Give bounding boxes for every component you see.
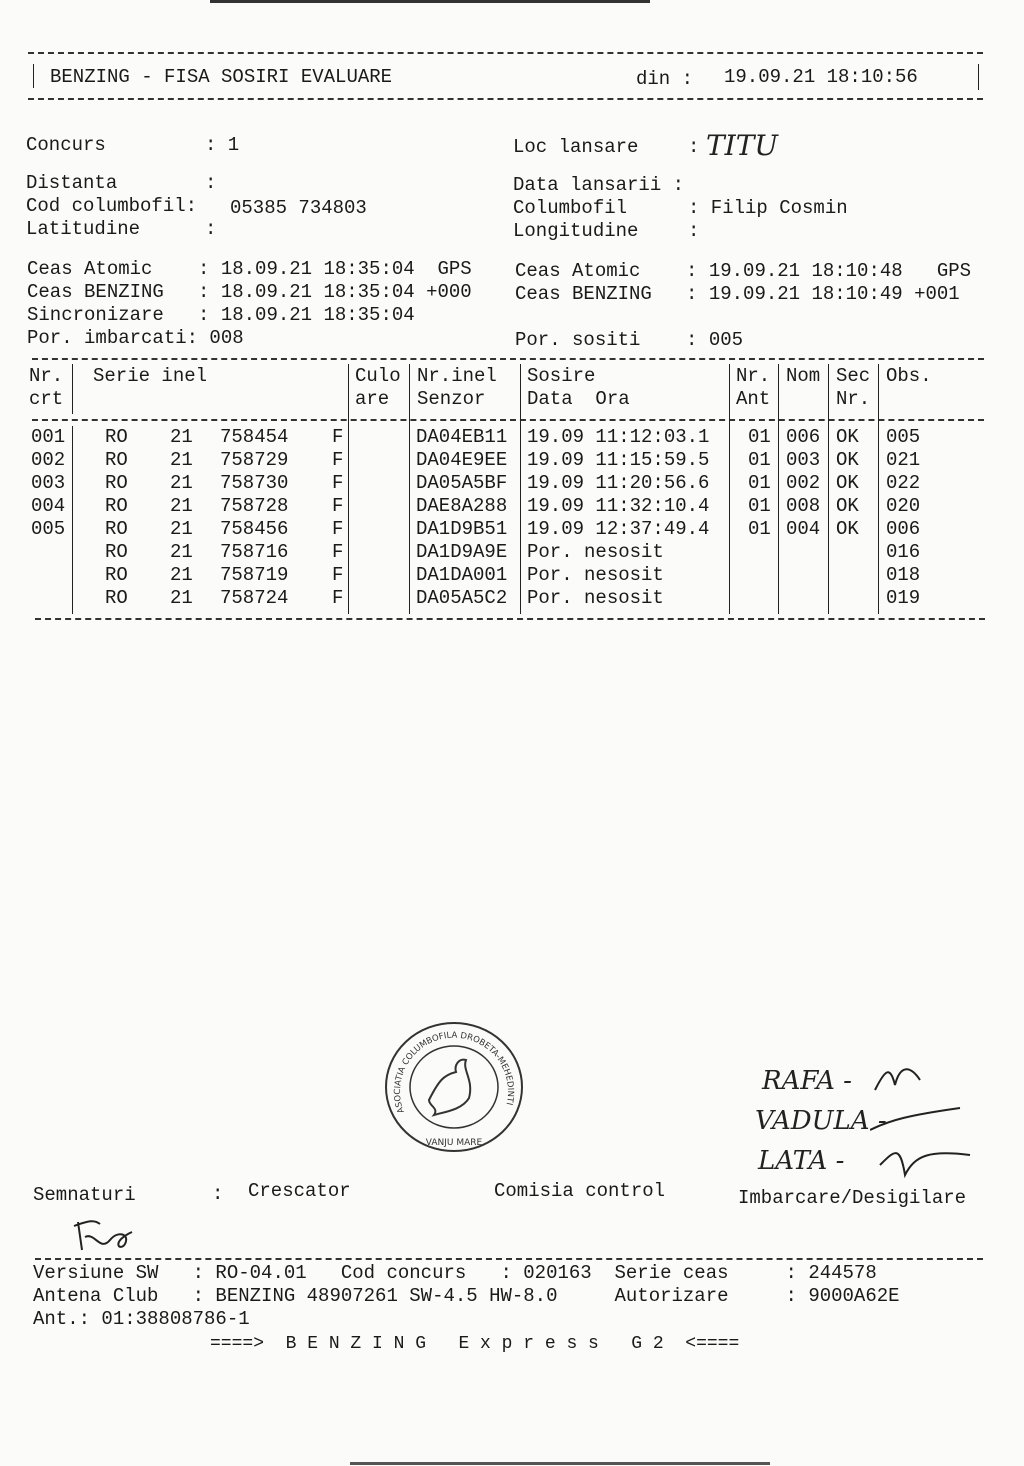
cell-tara: RO (105, 587, 128, 609)
distanta-value: : (205, 172, 217, 194)
cell-ant: 01 (748, 449, 771, 471)
data-lansarii-label: Data lansarii : (513, 174, 685, 196)
cell-sec: OK (836, 472, 859, 494)
cell-an: 21 (170, 587, 193, 609)
col-divider (828, 364, 829, 614)
header-sosire: Sosire (527, 365, 596, 387)
cell-obs: 006 (886, 518, 921, 540)
footer-line-2: Antena Club : BENZING 48907261 SW-4.5 HW-8.0 Autorizare : 9000A62E (33, 1285, 900, 1307)
scan-edge (210, 0, 650, 3)
header-serie: Serie inel (93, 365, 208, 387)
handwritten-line-2: VADULA - (755, 1106, 887, 1136)
cell-nom: 004 (786, 518, 821, 540)
cell-sosire: 19.09 12:37:49.4 (527, 518, 710, 540)
cell-sex: F (332, 587, 344, 609)
cod-value: 05385 734803 (230, 197, 367, 219)
imbarcare-label: Imbarcare/Desigilare (738, 1187, 967, 1209)
divider (28, 98, 983, 100)
cell-nom: 008 (786, 495, 821, 517)
cell-senzor: DA05A5BF (416, 472, 508, 494)
header-culo: Culo (355, 365, 401, 387)
cell-tara: RO (105, 564, 128, 586)
ceas-benzing-start: Ceas BENZING : 18.09.21 18:35:04 +000 (27, 281, 472, 303)
cell-sex: F (332, 495, 344, 517)
col-divider (520, 364, 521, 614)
col-divider (729, 364, 730, 614)
cell-tara: RO (105, 449, 128, 471)
cell-nr: 002 (31, 449, 66, 471)
cell-obs: 021 (886, 449, 921, 471)
cell-an: 21 (170, 518, 193, 540)
cell-sex: F (332, 541, 344, 563)
ceas-atomic-end: Ceas Atomic : 19.09.21 18:10:48 GPS (515, 260, 972, 282)
col-divider (878, 364, 879, 614)
divider (35, 618, 985, 620)
cell-ant: 01 (748, 472, 771, 494)
cell-nom: 003 (786, 449, 821, 471)
cell-senzor: DA04EB11 (416, 426, 508, 448)
divider (32, 358, 984, 360)
columbofil-value: : Filip Cosmin (688, 197, 848, 219)
cell-nom: 002 (786, 472, 821, 494)
cell-sec: OK (836, 518, 859, 540)
cell-an: 21 (170, 449, 193, 471)
cell-tara: RO (105, 426, 128, 448)
cell-serie: 758730 (220, 472, 289, 494)
header-are: are (355, 388, 390, 410)
cell-an: 21 (170, 564, 193, 586)
cell-senzor: DA05A5C2 (416, 587, 508, 609)
divider (978, 64, 979, 90)
cell-obs: 020 (886, 495, 921, 517)
col-divider (72, 426, 73, 614)
footer-brand: ====> B E N Z I N G E x p r e s s G 2 <==== (210, 1334, 740, 1354)
ceas-atomic-start: Ceas Atomic : 18.09.21 18:35:04 GPS (27, 258, 472, 280)
cell-ant: 01 (748, 495, 771, 517)
scan-edge (350, 1462, 770, 1465)
signatures-drawn (870, 1060, 980, 1180)
col-divider (348, 364, 349, 614)
cell-an: 21 (170, 426, 193, 448)
cell-sosire: Por. nesosit (527, 564, 664, 586)
cell-obs: 016 (886, 541, 921, 563)
cell-sex: F (332, 518, 344, 540)
cell-nr: 005 (31, 518, 66, 540)
din-label: din : (636, 68, 694, 90)
lat-value: : (205, 218, 217, 240)
cell-obs: 022 (886, 472, 921, 494)
header-crt: crt (29, 388, 64, 410)
semnaturi-label: Semnaturi (33, 1184, 136, 1206)
distanta-label: Distanta (26, 172, 118, 194)
header-nr-ant: Nr. (736, 365, 771, 387)
header-nr: Nr. (29, 365, 64, 387)
footer-line-1: Versiune SW : RO-04.01 Cod concurs : 020163 Serie ceas : 244578 (33, 1262, 877, 1284)
cell-sosire: 19.09 11:12:03.1 (527, 426, 710, 448)
por-imbarcati: Por. imbarcati: 008 (27, 327, 244, 349)
stamp-text: ASOCIATIA COLUMBOFILA DROBETA-MEHEDINTI (392, 1030, 516, 1115)
cell-sosire: 19.09 11:15:59.5 (527, 449, 710, 471)
cell-an: 21 (170, 495, 193, 517)
cell-serie: 758456 (220, 518, 289, 540)
semnaturi-colon: : (212, 1183, 224, 1205)
divider (28, 52, 983, 54)
cell-tara: RO (105, 495, 128, 517)
cell-nr: 004 (31, 495, 66, 517)
header-nr-inel: Nr.inel (417, 365, 497, 387)
cell-sosire: 19.09 11:20:56.6 (527, 472, 710, 494)
cell-obs: 019 (886, 587, 921, 609)
cell-tara: RO (105, 518, 128, 540)
cell-sex: F (332, 472, 344, 494)
header-nom: Nom (786, 365, 821, 387)
handwritten-line-1: RAFA - (762, 1066, 852, 1096)
comisia-label: Comisia control (494, 1180, 666, 1202)
footer-line-3: Ant.: 01:38808786-1 (33, 1308, 250, 1330)
dove-icon (429, 1060, 470, 1115)
cell-senzor: DA1D9B51 (416, 518, 508, 540)
col-divider (409, 364, 410, 614)
cell-sex: F (332, 564, 344, 586)
cell-sex: F (332, 426, 344, 448)
cell-serie: 758454 (220, 426, 289, 448)
cell-senzor: DA1DA001 (416, 564, 508, 586)
ceas-benzing-end: Ceas BENZING : 19.09.21 18:10:49 +001 (515, 283, 960, 305)
handwritten-line-3: LATA - (758, 1146, 845, 1176)
cell-sec: OK (836, 449, 859, 471)
cod-label: Cod columbofil: (26, 195, 198, 217)
cell-an: 21 (170, 472, 193, 494)
crescator-label: Crescator (248, 1180, 351, 1202)
cell-an: 21 (170, 541, 193, 563)
header-senzor: Senzor (417, 388, 486, 410)
loc-label: Loc lansare (513, 136, 639, 158)
cell-tara: RO (105, 541, 128, 563)
divider (32, 419, 984, 421)
long-label: Longitudine (513, 220, 639, 242)
cell-sec: OK (836, 426, 859, 448)
cell-nr: 001 (31, 426, 66, 448)
cell-senzor: DAE8A288 (416, 495, 508, 517)
loc-value: TITU (706, 129, 779, 162)
cell-serie: 758728 (220, 495, 289, 517)
concurs-value: : 1 (205, 134, 240, 156)
por-sositi: Por. sositi : 005 (515, 329, 744, 351)
cell-obs: 005 (886, 426, 921, 448)
din-value: 19.09.21 18:10:56 (724, 66, 918, 88)
cell-serie: 758729 (220, 449, 289, 471)
cell-tara: RO (105, 472, 128, 494)
stamp-city: VANJU MARE (425, 1138, 483, 1148)
columbofil-label: Columbofil (513, 197, 628, 219)
cell-sosire: 19.09 11:32:10.4 (527, 495, 710, 517)
cell-nom: 006 (786, 426, 821, 448)
cell-sosire: Por. nesosit (527, 587, 664, 609)
header-ant: Ant (736, 388, 771, 410)
cell-sosire: Por. nesosit (527, 541, 664, 563)
header-sec-nr: Nr. (836, 388, 871, 410)
cell-serie: 758724 (220, 587, 289, 609)
cell-obs: 018 (886, 564, 921, 586)
long-value: : (688, 220, 700, 242)
cell-sec: OK (836, 495, 859, 517)
divider (35, 1258, 983, 1260)
cell-senzor: DA1D9A9E (416, 541, 508, 563)
lat-label: Latitudine (26, 218, 141, 240)
col-divider (778, 364, 779, 614)
divider (33, 64, 34, 88)
document-title: BENZING - FISA SOSIRI EVALUARE (50, 66, 393, 88)
sincronizare: Sincronizare : 18.09.21 18:35:04 (27, 304, 415, 326)
cell-sex: F (332, 449, 344, 471)
concurs-label: Concurs (26, 134, 106, 156)
crescator-signature (70, 1212, 140, 1254)
cell-ant: 01 (748, 426, 771, 448)
header-data-ora: Data Ora (527, 388, 630, 410)
header-obs: Obs. (886, 365, 932, 387)
cell-ant: 01 (748, 518, 771, 540)
header-sec: Sec (836, 365, 871, 387)
col-divider (72, 364, 73, 414)
loc-colon: : (688, 136, 700, 158)
cell-nr: 003 (31, 472, 66, 494)
cell-senzor: DA04E9EE (416, 449, 508, 471)
cell-serie: 758716 (220, 541, 289, 563)
association-stamp (384, 1020, 524, 1154)
cell-serie: 758719 (220, 564, 289, 586)
